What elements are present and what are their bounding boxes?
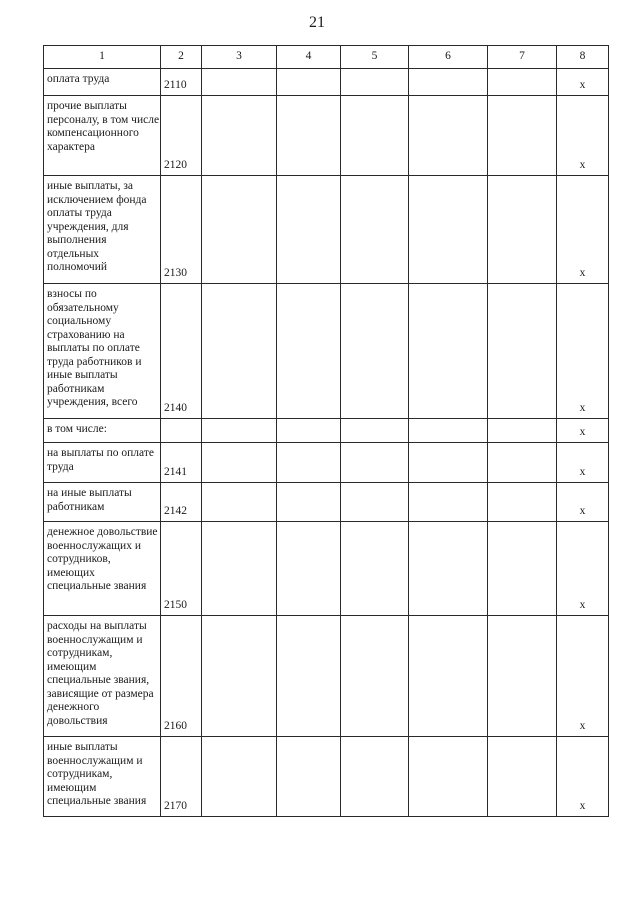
table-cell <box>409 443 488 483</box>
column-header: 1 <box>44 46 161 69</box>
table-cell <box>341 96 409 176</box>
table-cell <box>202 443 277 483</box>
row-mark: x <box>557 176 609 284</box>
table-cell <box>341 737 409 817</box>
table-cell <box>488 96 557 176</box>
column-header: 6 <box>409 46 488 69</box>
table-cell <box>341 176 409 284</box>
table-cell <box>202 522 277 616</box>
row-mark: x <box>557 522 609 616</box>
row-code: 2150 <box>161 522 202 616</box>
row-name: иные выплаты военнослужащим и сотрудникам, имеющим специальные звания <box>44 737 161 817</box>
table-cell <box>341 419 409 443</box>
row-name: иные выплаты, за исключением фонда оплаты труда учреждения, для выполнения отдельных полномочий <box>44 176 161 284</box>
table-header-row <box>44 46 609 69</box>
table-cell <box>277 419 341 443</box>
table-cell <box>277 483 341 522</box>
table-row <box>44 443 609 483</box>
column-header: 2 <box>161 46 202 69</box>
table-cell <box>409 419 488 443</box>
row-mark: x <box>557 69 609 96</box>
table-cell <box>202 737 277 817</box>
table-row <box>44 176 609 284</box>
row-code: 2142 <box>161 483 202 522</box>
table-cell <box>409 483 488 522</box>
row-mark: x <box>557 616 609 737</box>
budget-table <box>43 45 609 817</box>
table-cell <box>202 284 277 419</box>
table-cell <box>409 616 488 737</box>
column-header: 5 <box>341 46 409 69</box>
row-code: 2160 <box>161 616 202 737</box>
row-code: 2141 <box>161 443 202 483</box>
table-cell <box>341 522 409 616</box>
column-header: 7 <box>488 46 557 69</box>
table-cell <box>277 616 341 737</box>
column-header: 8 <box>557 46 609 69</box>
table-cell <box>341 443 409 483</box>
row-mark: x <box>557 96 609 176</box>
row-name: в том числе: <box>44 419 161 443</box>
table-row <box>44 616 609 737</box>
table-cell <box>488 69 557 96</box>
table-cell <box>277 443 341 483</box>
table-cell <box>341 69 409 96</box>
row-name: на выплаты по оплате труда <box>44 443 161 483</box>
row-name: оплата труда <box>44 69 161 96</box>
table-cell <box>409 284 488 419</box>
table-cell <box>409 737 488 817</box>
table-cell <box>488 176 557 284</box>
table-cell <box>202 69 277 96</box>
table-cell <box>409 96 488 176</box>
row-name: расходы на выплаты военнослужащим и сотрудникам, имеющим специальные звания, зависящие от размера денежного довольствия <box>44 616 161 737</box>
table-cell <box>202 96 277 176</box>
row-name: денежное довольствие военнослужащих и сотрудников, имеющих специальные звания <box>44 522 161 616</box>
row-code <box>161 419 202 443</box>
table-cell <box>202 616 277 737</box>
table-cell <box>277 176 341 284</box>
row-mark: x <box>557 419 609 443</box>
row-name: на иные выплаты работникам <box>44 483 161 522</box>
row-code: 2110 <box>161 69 202 96</box>
row-name: прочие выплаты персоналу, в том числе компенсационного характера <box>44 96 161 176</box>
table-cell <box>202 483 277 522</box>
column-header: 4 <box>277 46 341 69</box>
table-row <box>44 69 609 96</box>
table-row <box>44 522 609 616</box>
table-cell <box>277 522 341 616</box>
row-mark: x <box>557 443 609 483</box>
table-cell <box>277 96 341 176</box>
row-code: 2170 <box>161 737 202 817</box>
row-mark: x <box>557 737 609 817</box>
table-cell <box>488 483 557 522</box>
row-code: 2120 <box>161 96 202 176</box>
row-code: 2130 <box>161 176 202 284</box>
table-cell <box>488 737 557 817</box>
table-cell <box>277 69 341 96</box>
table-row <box>44 419 609 443</box>
row-mark: x <box>557 483 609 522</box>
table-cell <box>341 284 409 419</box>
table-cell <box>277 737 341 817</box>
table-cell <box>202 419 277 443</box>
table-row <box>44 483 609 522</box>
table-cell <box>488 522 557 616</box>
table-cell <box>409 176 488 284</box>
table-cell <box>202 176 277 284</box>
table-cell <box>409 522 488 616</box>
table-cell <box>341 616 409 737</box>
row-name: взносы по обязательному социальному страхованию на выплаты по оплате труда работников и иные выплаты работникам учреждения, всего <box>44 284 161 419</box>
table-cell <box>341 483 409 522</box>
table-cell <box>488 284 557 419</box>
table-cell <box>277 284 341 419</box>
table-cell <box>488 616 557 737</box>
table-row <box>44 96 609 176</box>
table-cell <box>409 69 488 96</box>
table-row <box>44 737 609 817</box>
row-code: 2140 <box>161 284 202 419</box>
row-mark: x <box>557 284 609 419</box>
column-header: 3 <box>202 46 277 69</box>
page-number: 21 <box>309 14 325 31</box>
table-cell <box>488 443 557 483</box>
table-row <box>44 284 609 419</box>
table-cell <box>488 419 557 443</box>
